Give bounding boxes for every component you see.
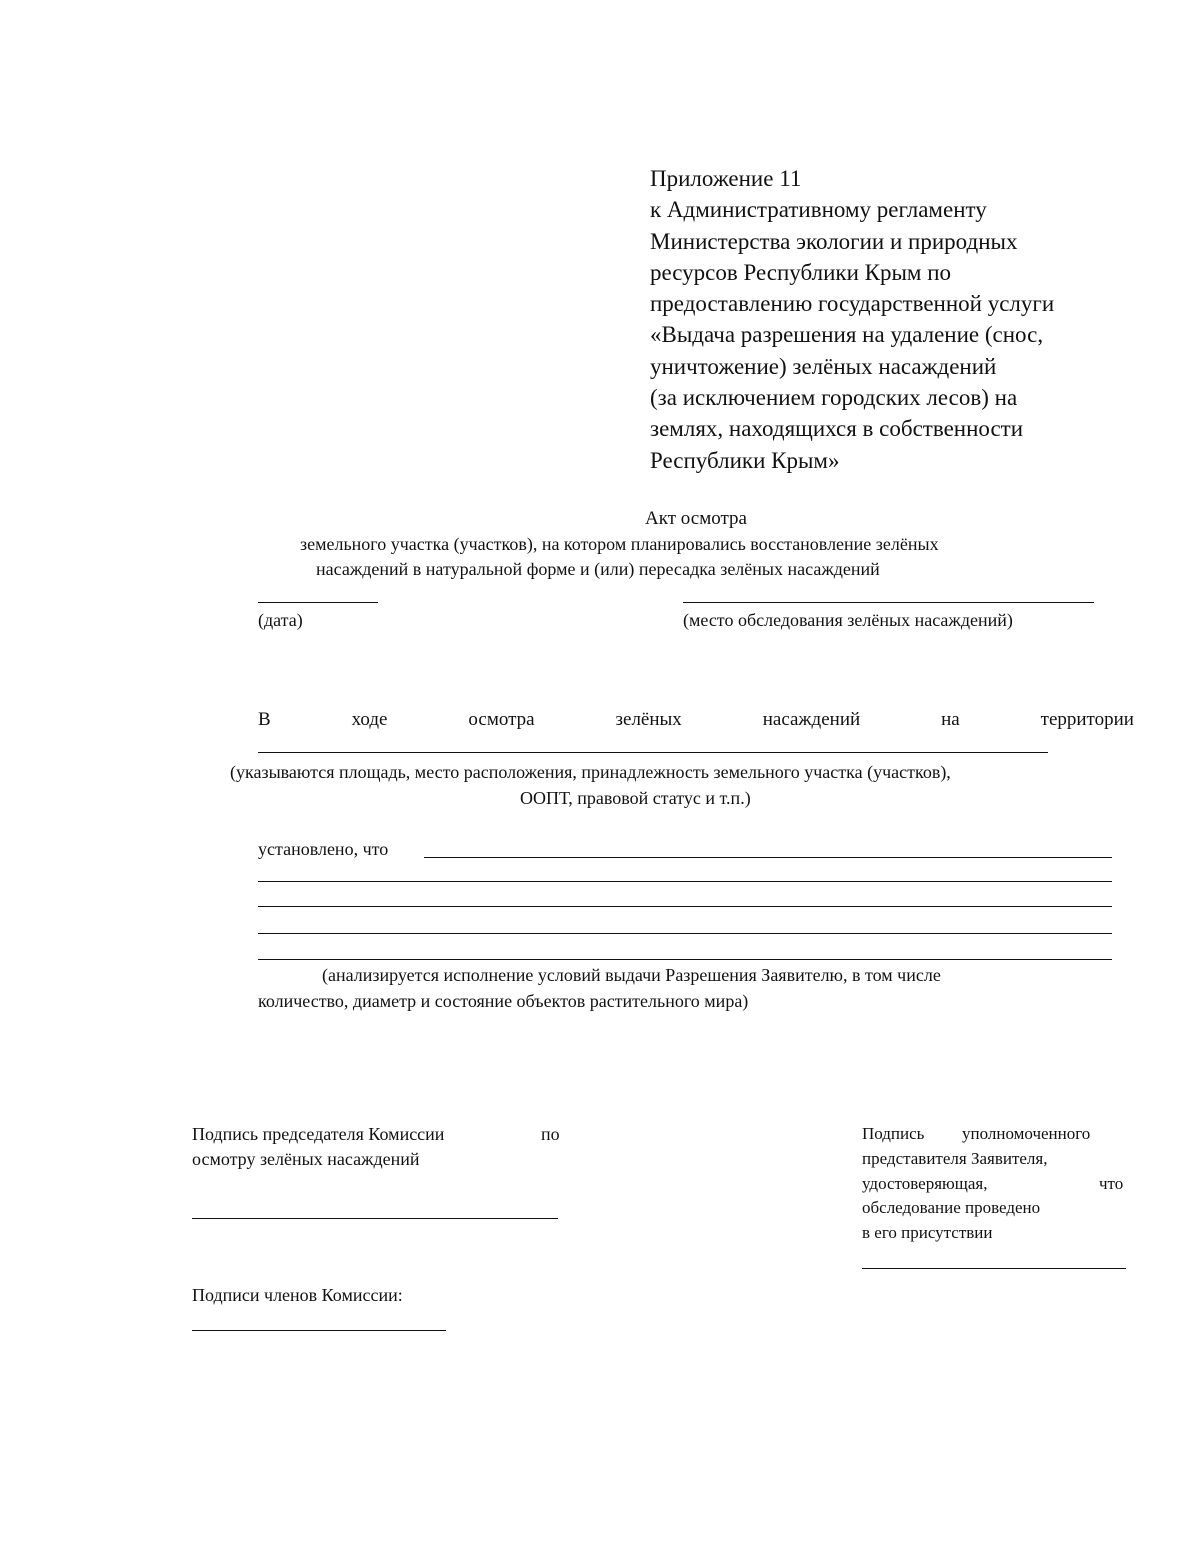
act-subtitle-line2: насаждений в натуральной форме и (или) пересадка зелёных насаждений: [316, 559, 880, 579]
members-signature-line[interactable]: [192, 1330, 446, 1331]
territory-word: В: [258, 709, 271, 730]
representative-signature-label: уполномоченного: [962, 1124, 1091, 1143]
representative-signature-label: что: [1099, 1174, 1124, 1193]
appendix-line: ресурсов Республики Крым по: [650, 259, 952, 285]
date-field-line[interactable]: [258, 602, 378, 603]
established-field-line[interactable]: [258, 959, 1112, 960]
territory-sentence: [258, 709, 1134, 731]
appendix-line: Республики Крым»: [650, 447, 840, 473]
established-field-line[interactable]: [258, 906, 1112, 907]
established-field-line[interactable]: [424, 857, 1112, 858]
appendix-line: «Выдача разрешения на удаление (снос,: [650, 322, 1044, 348]
representative-signature-label: в его присутствии: [862, 1223, 993, 1242]
appendix-line: уничтожение) зелёных насаждений: [650, 353, 997, 379]
territory-field-line[interactable]: [258, 752, 1048, 753]
territory-note-line1: (указываются площадь, место расположения, принадлежность земельного участка (участков),: [230, 762, 951, 782]
territory-word: зелёных: [615, 709, 682, 730]
territory-word: осмотра: [468, 709, 535, 730]
act-title: Акт осмотра: [645, 508, 747, 529]
appendix-line: землях, находящихся в собственности: [650, 416, 1024, 442]
analysis-note-line1: (анализируется исполнение условий выдачи Разрешения Заявителю, в том числе: [322, 965, 941, 985]
territory-word: насаждений: [762, 709, 861, 730]
territory-word: на: [941, 709, 960, 730]
analysis-note-line2: количество, диаметр и состояние объектов растительного мира): [258, 991, 749, 1011]
place-field-line[interactable]: [683, 602, 1094, 603]
act-subtitle-line1: земельного участка (участков), на котором планировались восстановление зелёных: [300, 534, 939, 554]
territory-word: территории: [1040, 709, 1134, 730]
chairman-signature-label: осмотру зелёных насаждений: [192, 1149, 420, 1169]
appendix-line: к Административному регламенту: [650, 197, 987, 223]
established-label: установлено, что: [258, 839, 389, 859]
members-signature-label: Подписи членов Комиссии:: [192, 1285, 403, 1305]
appendix-line: Министерства экологии и природных: [650, 228, 1018, 254]
appendix-line: Приложение 11: [650, 166, 802, 191]
appendix-line: (за исключением городских лесов) на: [650, 385, 1018, 411]
established-field-line[interactable]: [258, 933, 1112, 934]
representative-signature-label: представителя Заявителя,: [862, 1149, 1048, 1168]
established-field-line[interactable]: [258, 881, 1112, 882]
chairman-signature-label: по: [541, 1124, 560, 1144]
representative-signature-label: удостоверяющая,: [862, 1174, 988, 1193]
territory-word: ходе: [351, 709, 388, 730]
appendix-header: [650, 163, 1170, 476]
place-label: (место обследования зелёных насаждений): [683, 610, 1013, 630]
territory-note-line2: ООПТ, правовой статус и т.п.): [520, 788, 751, 808]
representative-signature-line[interactable]: [862, 1268, 1126, 1269]
representative-signature-label: Подпись: [862, 1124, 925, 1143]
chairman-signature-label: Подпись председателя Комиссии: [192, 1124, 445, 1144]
appendix-line: предоставлению государственной услуги: [650, 291, 1055, 317]
date-label: (дата): [258, 610, 303, 630]
chairman-signature-line[interactable]: [192, 1218, 558, 1219]
representative-signature-label: обследование проведено: [862, 1198, 1041, 1217]
